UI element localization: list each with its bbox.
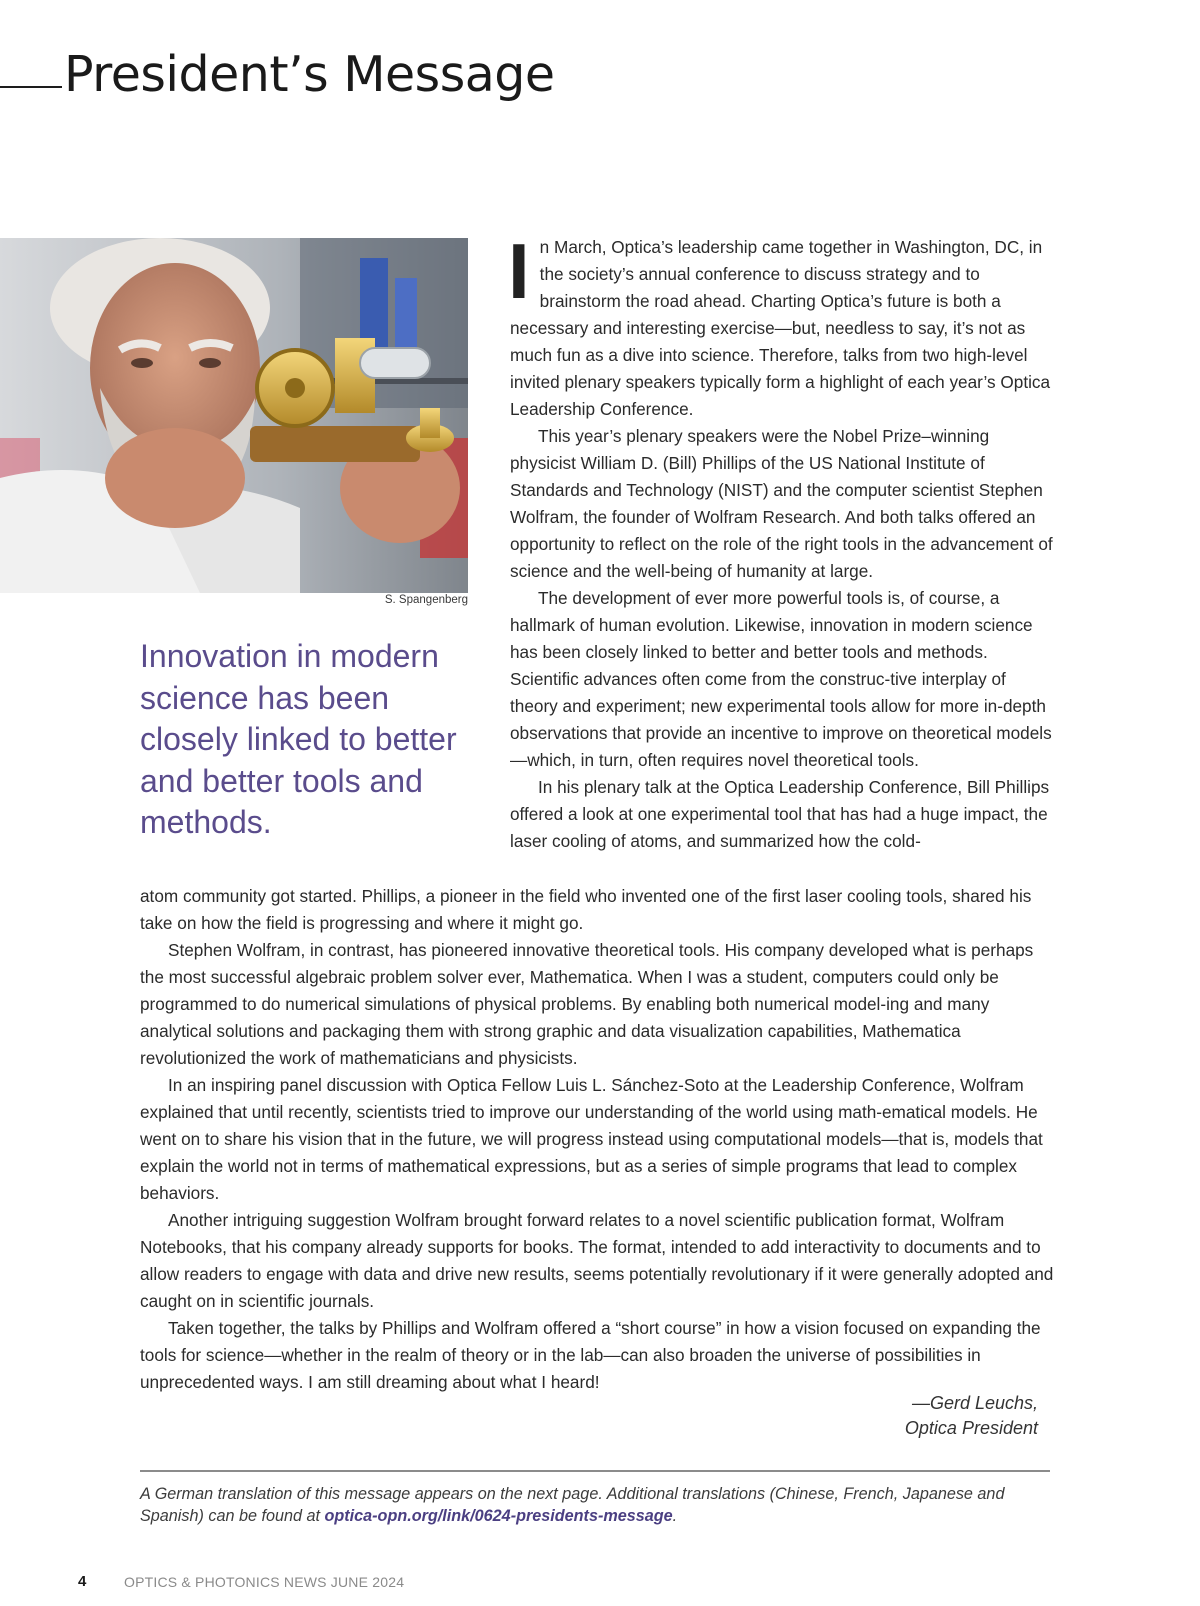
page-number: 4 (78, 1573, 87, 1590)
photo-credit: S. Spangenberg (384, 594, 468, 606)
translations-link[interactable]: optica-opn.org/link/0624-presidents-message (324, 1507, 673, 1525)
paragraph-4-continued: atom community got started. Phillips, a pioneer in the field who invented one of the first laser cooling tools, shared his take on how the field is progressing and where it might go. (140, 886, 1032, 933)
signature-role: Optica President (904, 1418, 1038, 1438)
paragraph-2: This year’s plenary speakers were the Nobel Prize–winning physicist William D. (Bill) Phillips of the US National Institute of Standards and Technology (NIST) and the computer scientist Stephen Wolfram, the founder of Wolfram Research. And both talks offered an opportunity to reflect on the role of the right tools in the advancement of science and the well-being of humanity at large. (510, 426, 1053, 581)
footnote-divider (140, 1470, 1050, 1472)
paragraph-1-text: n March, Optica’s leadership came together in Washington, DC, in the society’s annual conference to discuss strategy and to brainstorm the road ahead. Charting Optica’s future is both a necessary and interesting exercise—but, needless to say, it’s not as much fun as a dive into science. Therefore, talks from two high-level invited plenary speakers typically form a highlight of each year’s Optica Leadership Conference. (510, 237, 1051, 419)
title-rule (0, 86, 62, 88)
translation-note (140, 1483, 1056, 1527)
article-column-right (508, 227, 1056, 855)
translation-note-text: A German translation of this message appears on the next page. Additional translations (Chinese, French, Japanese and Spanish) can be found at (140, 1485, 1005, 1525)
paragraph-1 (508, 227, 1056, 423)
article-photo (0, 238, 468, 593)
paragraph-3: The development of ever more powerful tools is, of course, a hallmark of human evolution. Likewise, innovation in modern science has been closely linked to better and better tools and methods. Scientific advances often come from the construc-tive interplay of theory and experiment; new experimental tools allow for more in-depth observations that provide an incentive to improve on theoretical models—which, in turn, often requires novel theoretical tools. (510, 588, 1052, 770)
paragraph-8: Taken together, the talks by Phillips and Wolfram offered a “short course” in how a vision focused on expanding the tools for science—whether in the realm of theory or in the lab—can also broaden the universe of possibilities in unprecedented ways. I am still dreaming about what I heard! (140, 1318, 1041, 1392)
paragraph-7: Another intriguing suggestion Wolfram brought forward relates to a novel scientific publication format, Wolfram Notebooks, that his company already supports for books. The format, intended to add interactivity to documents and to allow readers to engage with data and drive new results, seems potentially revolutionary if it were generally adopted and caught on in scientific journals. (140, 1210, 1054, 1311)
signature-name: —Gerd Leuchs, (911, 1393, 1038, 1413)
signature (905, 1391, 1038, 1441)
pull-quote: Innovation in modern science has been closely linked to better and better tools and methods. (140, 638, 457, 840)
page-title: President’s Message (64, 46, 555, 103)
running-footer: OPTICS & PHOTONICS NEWS JUNE 2024 (124, 1574, 405, 1590)
translation-note-end: . (672, 1507, 678, 1525)
drop-cap: I (508, 227, 530, 315)
paragraph-6: In an inspiring panel discussion with Optica Fellow Luis L. Sánchez-Soto at the Leadership Conference, Wolfram explained that until recently, scientists tried to improve our understanding of the world using math-ematical models. He went on to share his vision that in the future, we will progress instead using computational models—that is, models that explain the world not in terms of mathematical expressions, but as a series of simple programs that lead to complex behaviors. (140, 1075, 1043, 1203)
paragraph-4-start: In his plenary talk at the Optica Leadership Conference, Bill Phillips offered a look at one experimental tool that has had a huge impact, the laser cooling of atoms, and summarized how the cold- (510, 777, 1050, 851)
paragraph-5: Stephen Wolfram, in contrast, has pioneered innovative theoretical tools. His company developed what is perhaps the most successful algebraic problem solver ever, Mathematica. When I was a student, computers could only be programmed to do numerical simulations of physical problems. By enabling both numerical model-ing and many analytical solutions and packaging them with strong graphic and data visualization capabilities, Mathematica revolutionized the work of mathematicians and physicists. (140, 940, 1034, 1068)
article-column-full (140, 883, 1056, 1396)
